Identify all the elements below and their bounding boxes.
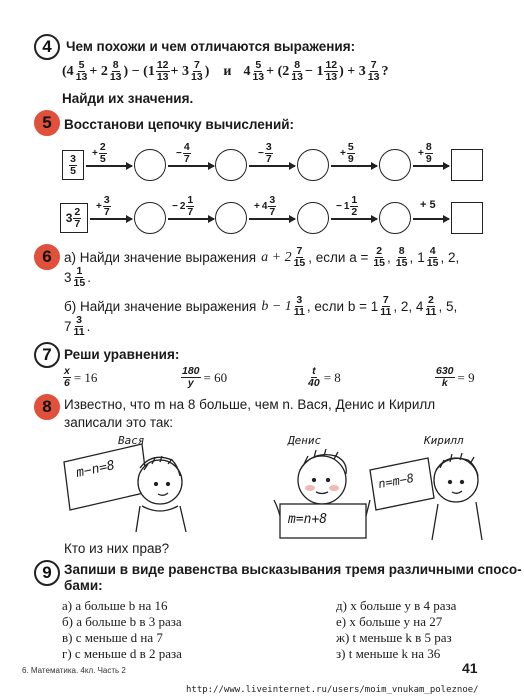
task-7-badge: 7 <box>34 342 60 368</box>
task-9-item-d: д) x больше y в 4 раза <box>336 598 457 613</box>
chain-2-arrow-2 <box>168 218 214 220</box>
task-9-badge: 9 <box>34 560 60 586</box>
chain-1-blank-2[interactable] <box>215 149 247 181</box>
chain-1-op-5: + $\frac{8}{9}$ <box>418 141 432 165</box>
denis-sign-text: m=n+8 <box>288 512 328 527</box>
task-9-item-zh: ж) t меньше k в 5 раз <box>336 630 452 645</box>
kirill-name: Кирилл <box>424 434 464 447</box>
task-9-item-a: а) a больше b на 16 <box>62 598 168 613</box>
chain-1-blank-1[interactable] <box>134 149 166 181</box>
task-4-find: Найди их значения. <box>62 91 194 106</box>
chain-2-blank-3[interactable] <box>297 202 329 234</box>
kirill-sign-text: n=m−8 <box>377 470 416 492</box>
task-6b-line1: б) Найди значение выражения b − 1 $\frac{3}{11}$ , если b = 1 $\frac{7}{11}$ , 2, 4 $\frac{2}{11}$ , 5, <box>64 294 458 318</box>
chain-1-arrow-5 <box>413 165 449 167</box>
chain-2-arrow-4 <box>331 218 377 220</box>
task-6-badge: 6 <box>34 244 60 270</box>
equation-4: $\frac{630}{k}$ = 9 <box>436 365 475 389</box>
task-5-question: Восстанови цепочку вычислений: <box>64 117 295 132</box>
chain-1-arrow-2 <box>168 165 214 167</box>
task-9-line1: Запиши в виде равенства высказывания тремя различными спосо- <box>64 562 522 577</box>
chain-2-blank-4[interactable] <box>379 202 411 234</box>
chain-2-op-4: − 1 $\frac{1}{2}$ <box>336 194 358 218</box>
task-9-item-z: з) t меньше k на 36 <box>336 646 441 661</box>
equation-2: $\frac{180}{y}$ = 60 <box>182 365 228 389</box>
task-9-item-b: б) a больше b в 3 раза <box>62 614 182 629</box>
chain-1-blank-3[interactable] <box>297 149 329 181</box>
task-9-item-v: в) c меньше d на 7 <box>62 630 163 645</box>
chain-2-op-3: + 4 $\frac{3}{7}$ <box>254 194 276 218</box>
footer-book-title: 6. Математика. 4кл. Часть 2 <box>22 666 126 675</box>
chain-1-op-1: + $\frac{2}{5}$ <box>92 141 106 165</box>
chain-2-arrow-1 <box>90 218 132 220</box>
task-9-line2: бами: <box>64 578 103 593</box>
chain-2-start: 3 $\frac{2}{7}$ <box>60 203 88 233</box>
source-url[interactable]: http://www.liveinternet.ru/users/moim_vnukam_poleznoe/ <box>186 685 479 695</box>
chain-1-op-4: + $\frac{5}{9}$ <box>340 141 354 165</box>
chain-1-blank-4[interactable] <box>379 149 411 181</box>
chain-1-end[interactable] <box>451 149 483 181</box>
task-8-line1: Известно, что m на 8 больше, чем n. Вася, Денис и Кирилл <box>64 397 436 412</box>
chain-2-blank-2[interactable] <box>215 202 247 234</box>
chain-2-blank-1[interactable] <box>134 202 166 234</box>
task-4-badge: 4 <box>34 34 60 60</box>
chain-1-op-3: − $\frac{3}{7}$ <box>258 141 272 165</box>
chain-2-op-2: − 2 $\frac{1}{7}$ <box>172 194 194 218</box>
chain-2-end[interactable] <box>451 202 483 234</box>
chain-1-start: $\frac{3}{5}$ <box>62 150 84 180</box>
task-6a-line2: 3 $\frac{1}{15}$ . <box>64 265 91 289</box>
chain-1-arrow-3 <box>249 165 295 167</box>
illustration-vasya <box>60 432 190 532</box>
chain-1-op-2: − $\frac{4}{7}$ <box>176 141 190 165</box>
task-8-line2: записали это так: <box>64 415 174 430</box>
task-8-badge: 8 <box>34 394 60 420</box>
chain-1-arrow-1 <box>86 165 132 167</box>
task-6b-line2: 7 $\frac{3}{11}$ . <box>64 314 91 338</box>
denis-name: Денис <box>288 434 322 447</box>
task-8-question: Кто из них прав? <box>64 541 170 556</box>
chain-2-arrow-5 <box>413 218 449 220</box>
illustration-denis <box>262 446 382 546</box>
page-number: 41 <box>462 660 478 676</box>
chain-2-op-5: + 5 <box>420 199 436 211</box>
chain-2-arrow-3 <box>249 218 295 220</box>
vasya-sign-text: m−n=8 <box>74 458 117 481</box>
task-4-question: Чем похожи и чем отличаются выражения: <box>66 39 356 54</box>
chain-2-op-1: + $\frac{3}{7}$ <box>96 194 110 218</box>
equation-1: $\frac{x}{6}$ = 16 <box>64 365 98 389</box>
task-6a-line1: а) Найди значение выражения a + 2 $\frac{7}{15}$ , если a = $\frac{2}{15}$ , $\frac{8}{15}$ , 1 $\frac{4}{15}$ , 2, <box>64 245 460 269</box>
chain-1-arrow-4 <box>331 165 377 167</box>
vasya-name: Вася <box>118 434 145 447</box>
task-4-expressions: (4 $\frac{5}{13}$ + 2 $\frac{8}{13}$ ) − (1 $\frac{12}{13}$ + 3 $\frac{7}{13}$ ) и 4 $\frac{5}{13}$ + (2 $\frac{8}{13}$ − 1 $\frac{12}{13}$ ) + 3 $\frac{7}{13}$ ? <box>62 59 389 83</box>
task-7-question: Реши уравнения: <box>64 347 180 362</box>
task-9-item-e: е) x больше y на 27 <box>336 614 443 629</box>
task-5-badge: 5 <box>34 110 60 136</box>
task-9-item-g: г) c меньше d в 2 раза <box>62 646 182 661</box>
equation-3: $\frac{t}{40}$ = 8 <box>308 365 341 389</box>
